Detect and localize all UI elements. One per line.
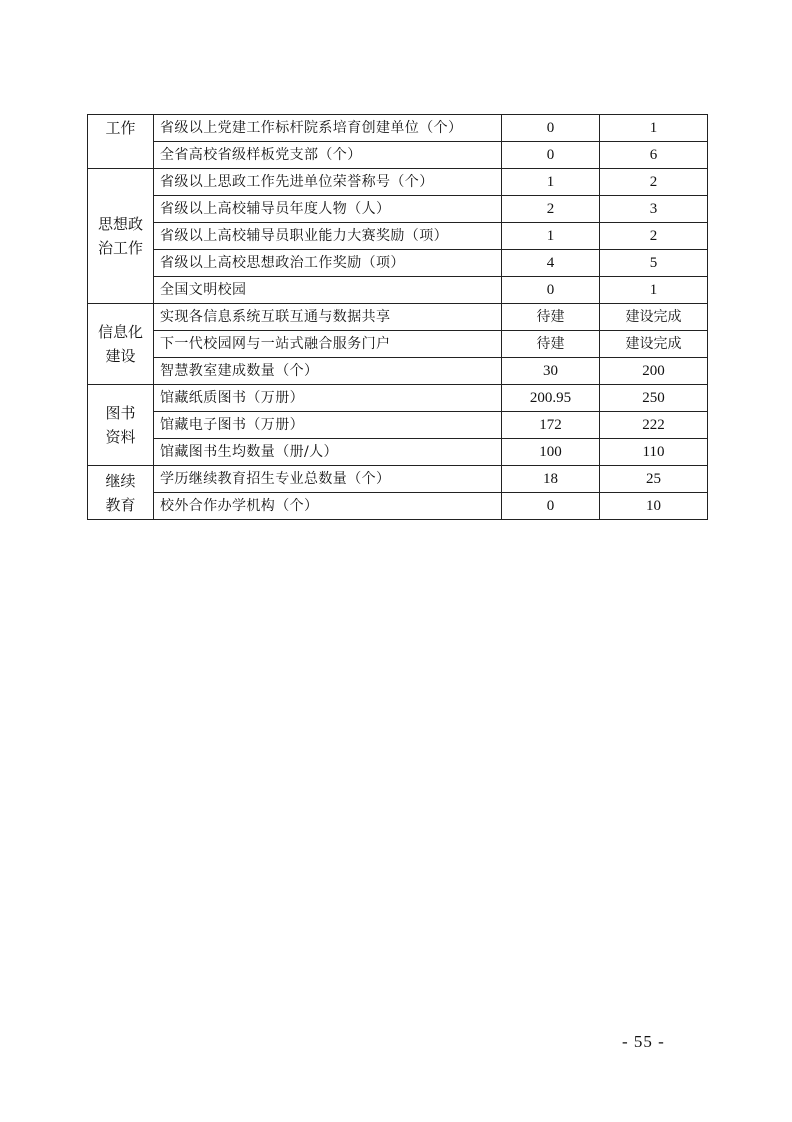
indicator-name-cell: 智慧教室建成数量（个）: [154, 358, 502, 385]
target-value-cell: 1: [600, 115, 708, 142]
category-label: 资料: [105, 428, 136, 446]
target-value-cell: 建设完成: [600, 331, 708, 358]
page-number: - 55 -: [622, 1032, 665, 1051]
indicator-name-cell: 馆藏电子图书（万册）: [154, 412, 502, 439]
current-value-cell: 待建: [502, 304, 600, 331]
category-label: 工作: [105, 119, 136, 137]
indicator-name-cell: 馆藏图书生均数量（册/人）: [154, 439, 502, 466]
current-value-cell: 200.95: [502, 385, 600, 412]
target-value-cell: 222: [600, 412, 708, 439]
target-value-cell: 5: [600, 250, 708, 277]
current-value-cell: 2: [502, 196, 600, 223]
category-label: 教育: [105, 495, 136, 514]
table-row: [88, 277, 708, 304]
target-value-cell: 6: [600, 142, 708, 169]
table-row: [88, 385, 708, 412]
current-value-cell: 30: [502, 358, 600, 385]
table-row: [88, 331, 708, 358]
indicator-name-cell: 全省高校省级样板党支部（个）: [154, 142, 502, 169]
table-row: [88, 223, 708, 250]
category-label: 图书: [105, 404, 136, 422]
indicator-name-cell: 下一代校园网与一站式融合服务门户: [154, 331, 502, 358]
current-value-cell: 待建: [502, 331, 600, 358]
target-value-cell: 2: [600, 169, 708, 196]
current-value-cell: 0: [502, 493, 600, 520]
current-value-cell: 172: [502, 412, 600, 439]
indicator-name-cell: 省级以上党建工作标杆院系培育创建单位（个）: [154, 115, 502, 142]
table-row: [88, 412, 708, 439]
indicator-name-cell: 省级以上高校思想政治工作奖励（项）: [154, 250, 502, 277]
indicator-name-cell: 全国文明校园: [154, 277, 502, 304]
indicator-name-cell: 省级以上思政工作先进单位荣誉称号（个）: [154, 169, 502, 196]
current-value-cell: 18: [502, 466, 600, 493]
indicator-name-cell: 馆藏纸质图书（万册）: [154, 385, 502, 412]
category-cell: [88, 466, 154, 520]
table-row: [88, 250, 708, 277]
category-cell: [88, 385, 154, 466]
target-value-cell: 110: [600, 439, 708, 466]
table-row: [88, 169, 708, 196]
target-value-cell: 建设完成: [600, 304, 708, 331]
category-label: 继续: [105, 471, 136, 490]
category-cell: [88, 169, 154, 304]
current-value-cell: 4: [502, 250, 600, 277]
target-value-cell: 1: [600, 277, 708, 304]
current-value-cell: 0: [502, 142, 600, 169]
category-label: 治工作: [97, 239, 143, 257]
category-cell: [88, 115, 154, 169]
table-row: [88, 115, 708, 142]
indicator-name-cell: 实现各信息系统互联互通与数据共享: [154, 304, 502, 331]
current-value-cell: 0: [502, 115, 600, 142]
current-value-cell: 1: [502, 169, 600, 196]
table-row: [88, 466, 708, 493]
indicator-name-cell: 校外合作办学机构（个）: [154, 493, 502, 520]
table-row: [88, 304, 708, 331]
current-value-cell: 0: [502, 277, 600, 304]
target-value-cell: 250: [600, 385, 708, 412]
target-value-cell: 10: [600, 493, 708, 520]
category-label: 思想政: [97, 215, 143, 233]
table-row: [88, 358, 708, 385]
category-label: 信息化: [97, 323, 143, 341]
table-row: [88, 493, 708, 520]
indicator-table-body: [88, 115, 708, 520]
current-value-cell: 100: [502, 439, 600, 466]
target-value-cell: 200: [600, 358, 708, 385]
indicator-name-cell: 省级以上高校辅导员年度人物（人）: [154, 196, 502, 223]
target-value-cell: 3: [600, 196, 708, 223]
table-row: [88, 142, 708, 169]
category-label: 建设: [105, 347, 136, 365]
table-row: [88, 439, 708, 466]
target-value-cell: 25: [600, 466, 708, 493]
indicator-table: [87, 114, 708, 520]
indicator-name-cell: 省级以上高校辅导员职业能力大赛奖励（项）: [154, 223, 502, 250]
category-cell: [88, 304, 154, 385]
table-row: [88, 196, 708, 223]
indicator-name-cell: 学历继续教育招生专业总数量（个）: [154, 466, 502, 493]
target-value-cell: 2: [600, 223, 708, 250]
current-value-cell: 1: [502, 223, 600, 250]
